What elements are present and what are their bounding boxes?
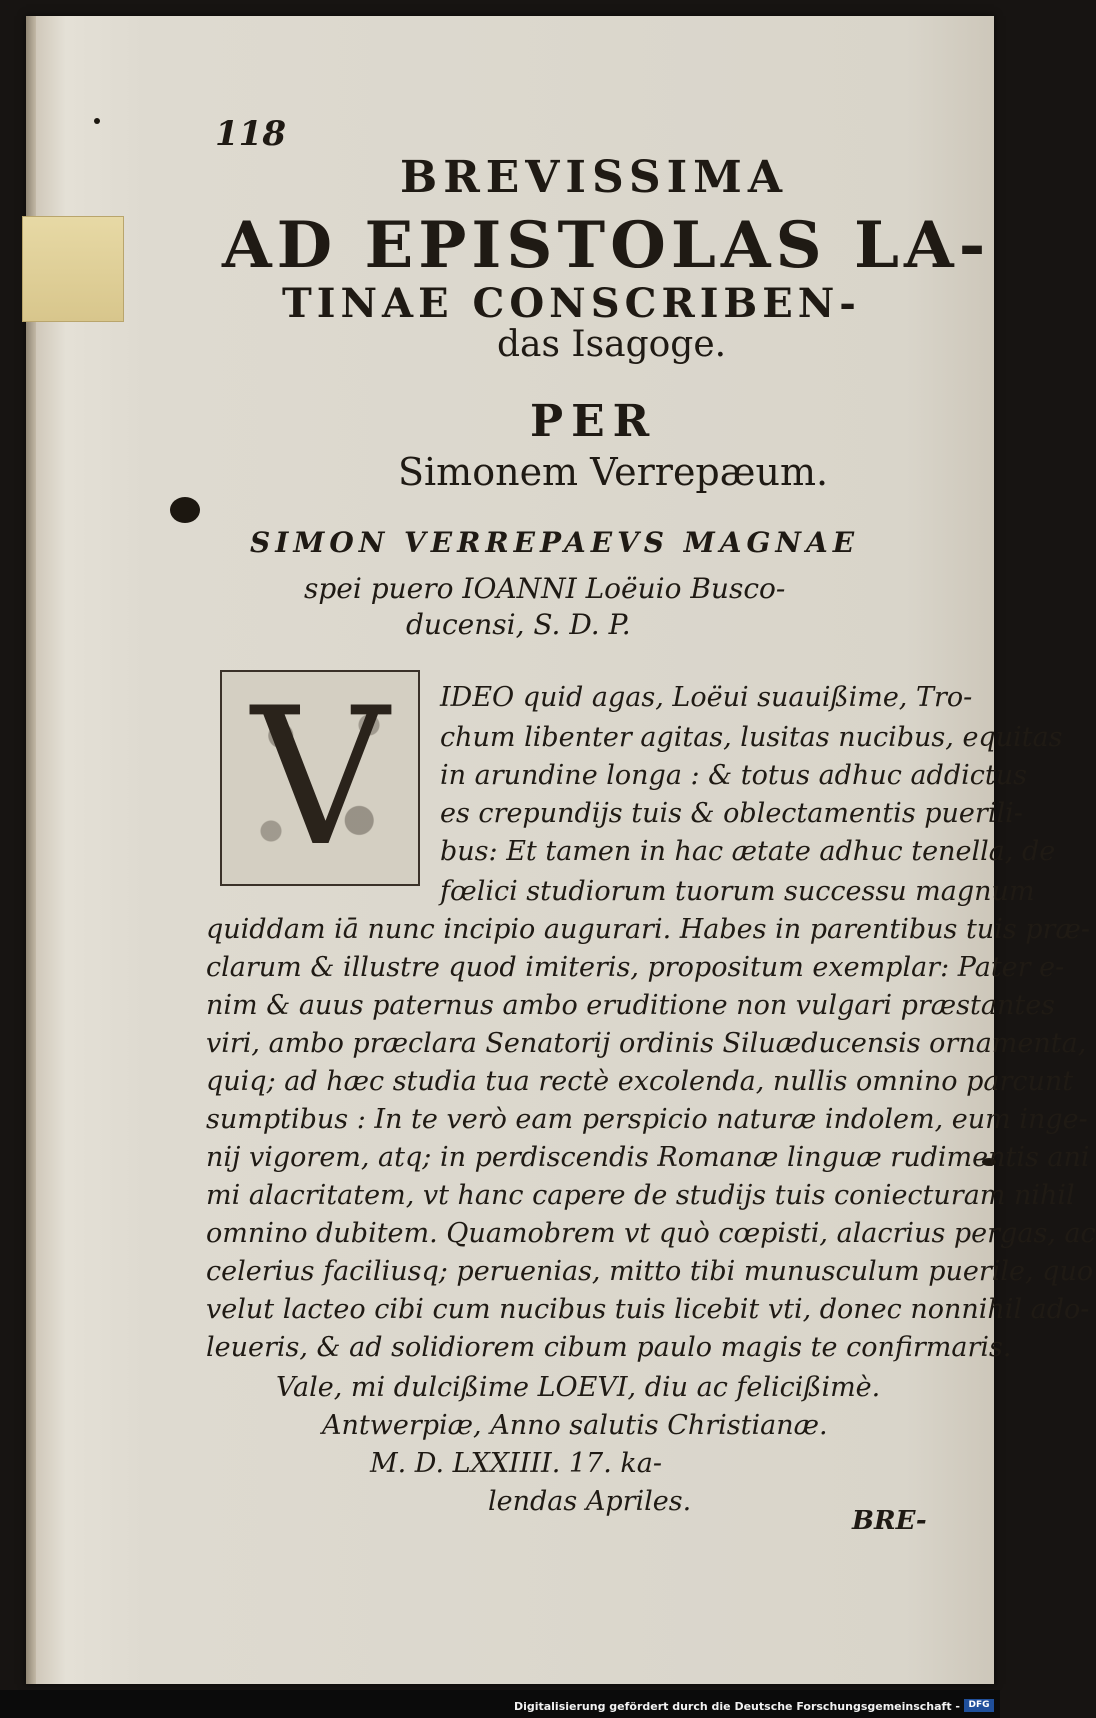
body-line: leueris, & ad solidiorem cibum paulo magis te confirmaris. — [206, 1332, 1012, 1363]
closing-place: Antwerpiæ, Anno salutis Christianæ. — [322, 1410, 828, 1441]
per-label: PER — [530, 396, 658, 447]
page-number: 118 — [215, 114, 286, 154]
body-line: es crepundijs tuis & oblectamentis puerili- — [440, 798, 1023, 829]
dedication-line-2: spei puero IOANNI Loëuio Busco- — [304, 572, 786, 605]
closing-date-1: M. D. LXXIIII. 17. ka- — [370, 1448, 662, 1479]
decorated-initial — [220, 667, 420, 888]
body-line: celerius faciliusq; peruenias, mitto tibi munusculum puerile, quo — [206, 1256, 1094, 1287]
catchword: BRE- — [852, 1506, 927, 1536]
body-line: nim & auus paternus ambo eruditione non vulgari præstantes — [206, 990, 1056, 1021]
body-line: quiddam iā nunc incipio augurari. Habes in parentibus tuis præ- — [206, 914, 1090, 945]
title-line-1: BREVISSIMA — [400, 152, 789, 203]
body-line: fœlici studiorum tuorum successu magnum — [440, 876, 1035, 907]
paper-bookmark-strip — [22, 216, 124, 322]
closing-vale: Vale, mi dulcißime LOEVI, diu ac felicißimè. — [276, 1372, 881, 1403]
ink-spot — [94, 118, 100, 124]
dedication-line-1: SIMON VERREPAEVS MAGNAE — [250, 526, 860, 559]
body-line: velut lacteo cibi cum nucibus tuis licebit vti, donec nonnihil ado- — [206, 1294, 1090, 1325]
author-name: Simonem Verrepæum. — [398, 450, 829, 494]
body-line: clarum & illustre quod imiteris, propositum exemplar: Pater e- — [206, 952, 1065, 983]
title-line-2: AD EPISTOLAS LA- — [222, 208, 991, 283]
dfg-logo: DFG — [964, 1699, 994, 1712]
body-line: quiq; ad hæc studia tua rectè excolenda, nullis omnino parcunt — [206, 1066, 1074, 1097]
title-line-4: das Isagoge. — [497, 324, 727, 365]
body-line: mi alacritatem, vt hanc capere de studijs tuis coniecturam nihil — [206, 1180, 1075, 1211]
body-line: IDEO quid agas, Loëui suauißime, Tro- — [440, 682, 973, 713]
body-line: bus: Et tamen in hac ætate adhuc tenella, de — [440, 836, 1056, 867]
body-line: viri, ambo præclara Senatorij ordinis Siluæducensis ornamenta, — [206, 1028, 1087, 1059]
footer-credit: Digitalisierung gefördert durch die Deutsche Forschungsgemeinschaft - — [513, 1700, 960, 1713]
body-line: chum libenter agitas, lusitas nucibus, equitas — [440, 722, 1063, 753]
body-line: in arundine longa : & totus adhuc addictus — [440, 760, 1027, 791]
body-line: omnino dubitem. Quamobrem vt quò cœpisti, alacrius pergas, ac — [206, 1218, 1096, 1249]
title-line-3: TINAE CONSCRIBEN- — [282, 280, 861, 327]
dedication-line-3: ducensi, S. D. P. — [406, 608, 631, 641]
ink-spot — [170, 497, 200, 523]
body-line: nij vigorem, atq; in perdiscendis Romanæ linguæ rudimentis ani — [206, 1142, 1090, 1173]
body-line: sumptibus : In te verò eam perspicio naturæ indolem, eum inge- — [206, 1104, 1088, 1135]
initial-letter: V — [251, 667, 389, 888]
closing-date-2: lendas Apriles. — [488, 1486, 692, 1517]
